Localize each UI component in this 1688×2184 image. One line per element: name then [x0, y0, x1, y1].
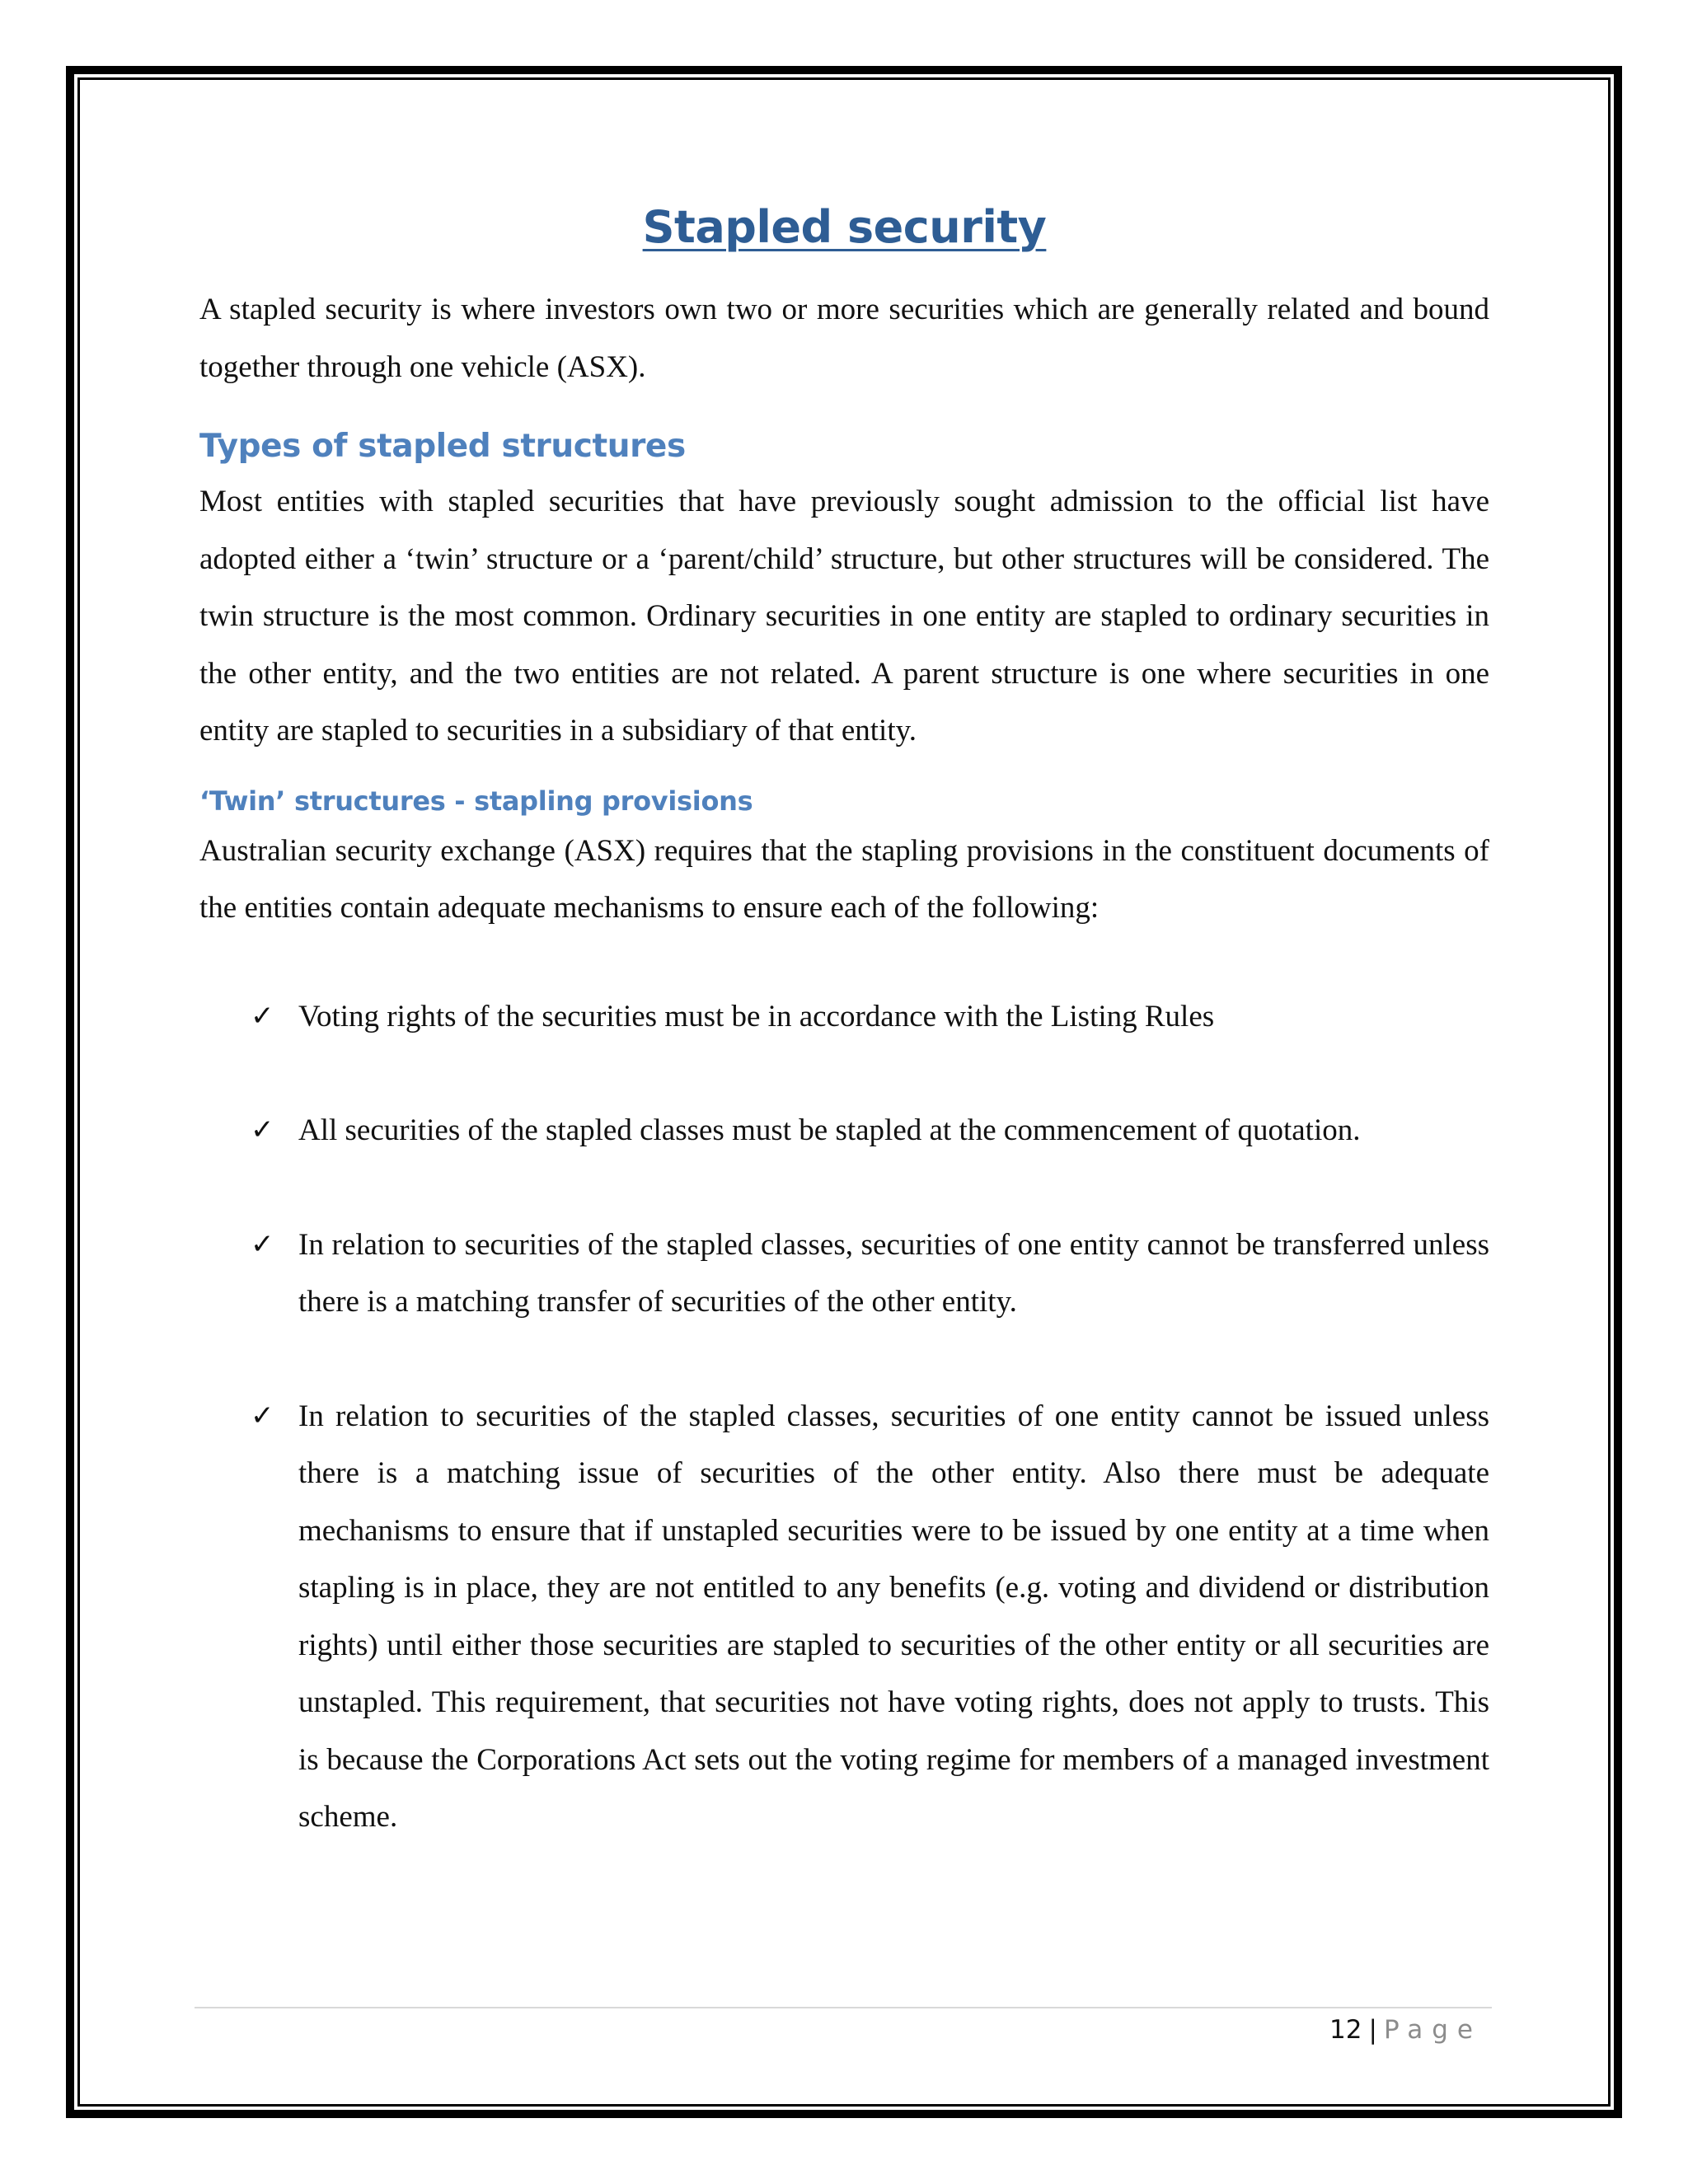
requirements-list	[199, 988, 1489, 1846]
list-item	[199, 1216, 1489, 1331]
page-footer	[1329, 2011, 1482, 2049]
page-title: Stapled security	[642, 201, 1047, 253]
list-item-text: In relation to securities of the stapled classes, securities of one entity cannot be issued unless there is a matching issue of securities of the other entity. Also there must be adequate mechanisms to ensure that if unstapled securities were to be issued by one entity at a time when stapling is in place, they are not entitled to any benefits (e.g. voting and dividend or distribution rights) until either those securities are stapled to securities of the other entity or all securities are unstapled. This requirement, that securities not have voting rights, does not apply to trusts. This is because the Corporations Act sets out the voting regime for members of a managed investment scheme.	[298, 1399, 1489, 1834]
checkmark-icon: ✓	[251, 1113, 274, 1146]
page-label: Page	[1383, 2015, 1482, 2045]
footer-separator: |	[1368, 2015, 1377, 2045]
footer-divider	[195, 2007, 1492, 2008]
intro-paragraph: A stapled security is where investors own two or more securities which are generally related and bound together through one vehicle (ASX).	[199, 293, 1489, 384]
list-item	[199, 1102, 1489, 1160]
checkmark-icon: ✓	[251, 999, 274, 1033]
checkmark-icon: ✓	[251, 1399, 274, 1432]
list-item	[199, 988, 1489, 1046]
checkmark-icon: ✓	[251, 1227, 274, 1261]
list-item-text: In relation to securities of the stapled classes, securities of one entity cannot be transferred unless there is a matching transfer of securities of the other entity.	[298, 1227, 1489, 1319]
list-item-text: Voting rights of the securities must be in accordance with the Listing Rules	[298, 999, 1215, 1033]
section-paragraph: Most entities with stapled securities that have previously sought admission to the official list have adopted either a ‘twin’ structure or a ‘parent/child’ structure, but other structures will be considered. The twin structure is the most common. Ordinary securities in one entity are stapled to ordinary securities in the other entity, and the two entities are not related. A parent structure is one where securities in one entity are stapled to securities in a subsidiary of that entity.	[199, 485, 1489, 748]
section-heading: Types of stapled structures	[199, 428, 686, 465]
list-item	[199, 1388, 1489, 1846]
subsection-heading: ‘Twin’ structures - stapling provisions	[199, 785, 753, 817]
list-item-text: All securities of the stapled classes must be stapled at the commencement of quotation.	[298, 1113, 1361, 1147]
page-number: 12	[1329, 2015, 1362, 2045]
subsection-paragraph: Australian security exchange (ASX) requires that the stapling provisions in the constituent documents of the entities contain adequate mechanisms to ensure each of the following:	[199, 833, 1489, 925]
page-content	[199, 190, 1489, 1903]
